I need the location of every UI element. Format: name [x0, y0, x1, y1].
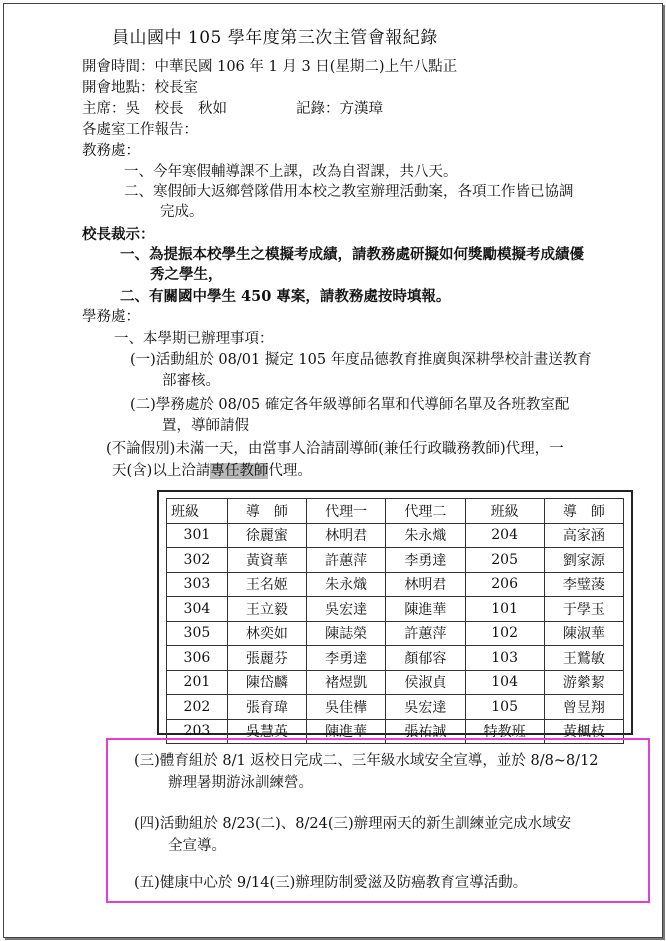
table-cell: 王鷲敏: [544, 646, 623, 671]
table-cell: 陳進華: [386, 597, 465, 622]
principal-heading: 校長裁示：: [82, 226, 155, 243]
sub-item: (二)學務處於 08/05 確定各年級導師名單和代導師名單及各班教室配: [130, 397, 570, 413]
table-cell: 許蕙萍: [386, 621, 465, 646]
header-teacher-2: 導 師: [544, 499, 623, 524]
table-cell: 吳慧英: [227, 719, 306, 744]
meeting-recorder: 記錄：方漢璋: [296, 101, 383, 117]
academic-item: 二、寒假師大返鄉營隊借用本校之教室辦理活動案，各項工作皆已協調: [124, 184, 574, 200]
table-cell: 306: [167, 646, 228, 671]
boxed-item-continued: 辦理暑期游泳訓練營。: [168, 775, 313, 791]
table-row: [167, 646, 624, 671]
table-body: [167, 523, 624, 744]
table-cell: 304: [167, 597, 228, 622]
table-cell: 徐麗蜜: [227, 523, 306, 548]
meeting-chair: 主席：吳 校長 秋如: [82, 101, 227, 117]
table-cell: 張育瑋: [227, 695, 306, 720]
table-row: [167, 597, 624, 622]
table-cell: 101: [465, 597, 544, 622]
table-cell: 吳佳樺: [307, 695, 386, 720]
table-cell: 許蕙萍: [307, 548, 386, 573]
table-cell: 黃資華: [227, 548, 306, 573]
header-class: 班級: [167, 499, 228, 524]
table-cell: 102: [465, 621, 544, 646]
principal-item: 一、為提振本校學生之模擬考成績，請教務處研擬如何獎勵模擬考成績優: [120, 246, 584, 263]
table-cell: 201: [167, 670, 228, 695]
table-cell: 吳宏達: [307, 597, 386, 622]
sub-item-continued: 置，導師請假: [162, 418, 249, 434]
principal-item: 二、有關國中學生 450 專案，請教務處按時填報。: [120, 288, 451, 305]
table-cell: 103: [465, 646, 544, 671]
table-cell: 204: [465, 523, 544, 548]
table-cell: 朱永熾: [307, 572, 386, 597]
table-row: [167, 670, 624, 695]
table-cell: 林明君: [307, 523, 386, 548]
substitute-teacher-table: [166, 498, 624, 744]
table-cell: 侯淑貞: [386, 670, 465, 695]
leave-rule-continued: [112, 462, 312, 482]
table-cell: 劉家源: [544, 548, 623, 573]
table-cell: 105: [465, 695, 544, 720]
table-cell: 李璧蓤: [544, 572, 623, 597]
table-header-row: [167, 499, 624, 524]
table-cell: 陳進華: [307, 719, 386, 744]
document-title: 員山國中 105 學年度第三次主管會報紀錄: [112, 28, 438, 48]
table-row: [167, 572, 624, 597]
table-cell: 于學玉: [544, 597, 623, 622]
table-cell: 李勇達: [307, 646, 386, 671]
table-cell: 陳誌榮: [307, 621, 386, 646]
table-cell: 305: [167, 621, 228, 646]
table-row: [167, 695, 624, 720]
table-cell: 吳宏達: [386, 695, 465, 720]
student-affairs-heading: 學務處：: [82, 309, 140, 325]
table-cell: 黃楓枝: [544, 719, 623, 744]
table-cell: 李勇達: [386, 548, 465, 573]
reports-heading: 各處室工作報告：: [82, 122, 198, 138]
table-row: [167, 523, 624, 548]
leave-rule-prefix: 天(含)以上洽請: [112, 463, 211, 479]
table-row: [167, 548, 624, 573]
table-cell: 朱永熾: [386, 523, 465, 548]
table-cell: 顏郁容: [386, 646, 465, 671]
header-substitute-2: 代理二: [386, 499, 465, 524]
table-cell: 302: [167, 548, 228, 573]
boxed-item: (五)健康中心於 9/14(三)辦理防制愛滋及防癌教育宣導活動。: [134, 875, 528, 891]
table-cell: 王名姬: [227, 572, 306, 597]
table-cell: 林奕如: [227, 621, 306, 646]
table-row: [167, 621, 624, 646]
table-cell: 高家涵: [544, 523, 623, 548]
table-cell: 曾昱翔: [544, 695, 623, 720]
table-cell: 303: [167, 572, 228, 597]
table-cell: 陳淑華: [544, 621, 623, 646]
table-cell: 王立毅: [227, 597, 306, 622]
sub-item: (一)活動組於 08/01 擬定 105 年度品德教育推廣與深耕學校計畫送教育: [130, 352, 592, 368]
table-cell: 206: [465, 572, 544, 597]
meeting-time: 開會時間：中華民國 106 年 1 月 3 日(星期二)上午八點正: [82, 59, 458, 75]
boxed-item: (三)體育組於 8/1 返校日完成二、三年級水域安全宣導，並於 8/8~8/12: [134, 753, 599, 769]
table-cell: 張麗芬: [227, 646, 306, 671]
academic-heading: 教務處：: [82, 143, 140, 159]
leave-rule-suffix: 代理。: [268, 463, 312, 479]
table-cell: 特教班: [465, 719, 544, 744]
table-cell: 陳岱麟: [227, 670, 306, 695]
table-cell: 205: [465, 548, 544, 573]
meeting-place: 開會地點：校長室: [82, 80, 198, 96]
boxed-item-continued: 全宣導。: [168, 838, 226, 854]
table-cell: 203: [167, 719, 228, 744]
sub-item-continued: 部審核。: [162, 373, 220, 389]
table-cell: 游縈絜: [544, 670, 623, 695]
header-substitute-1: 代理一: [307, 499, 386, 524]
table-cell: 104: [465, 670, 544, 695]
header-class-2: 班級: [465, 499, 544, 524]
table-cell: 張祐誠: [386, 719, 465, 744]
academic-item: 一、今年寒假輔導課不上課，改為自習課，共八天。: [124, 164, 458, 180]
leave-rule: (不論假別)未滿一天，由當事人洽請副導師(兼任行政職務教師)代理，一: [106, 441, 564, 457]
table-cell: 褚煜凱: [307, 670, 386, 695]
table-cell: 林明君: [386, 572, 465, 597]
student-affairs-item: 一、本學期已辦理事項：: [114, 331, 274, 347]
principal-item-continued: 秀之學生，: [150, 266, 223, 283]
boxed-item: (四)活動組於 8/23(二)、8/24(三)辦理兩天的新生訓練並完成水域安: [134, 816, 572, 832]
header-teacher: 導 師: [227, 499, 306, 524]
academic-item-continued: 完成。: [160, 204, 204, 220]
table-cell: 301: [167, 523, 228, 548]
highlighted-text: 專任教師: [210, 463, 269, 479]
substitute-teacher-table-frame: [157, 490, 633, 741]
table-cell: 202: [167, 695, 228, 720]
